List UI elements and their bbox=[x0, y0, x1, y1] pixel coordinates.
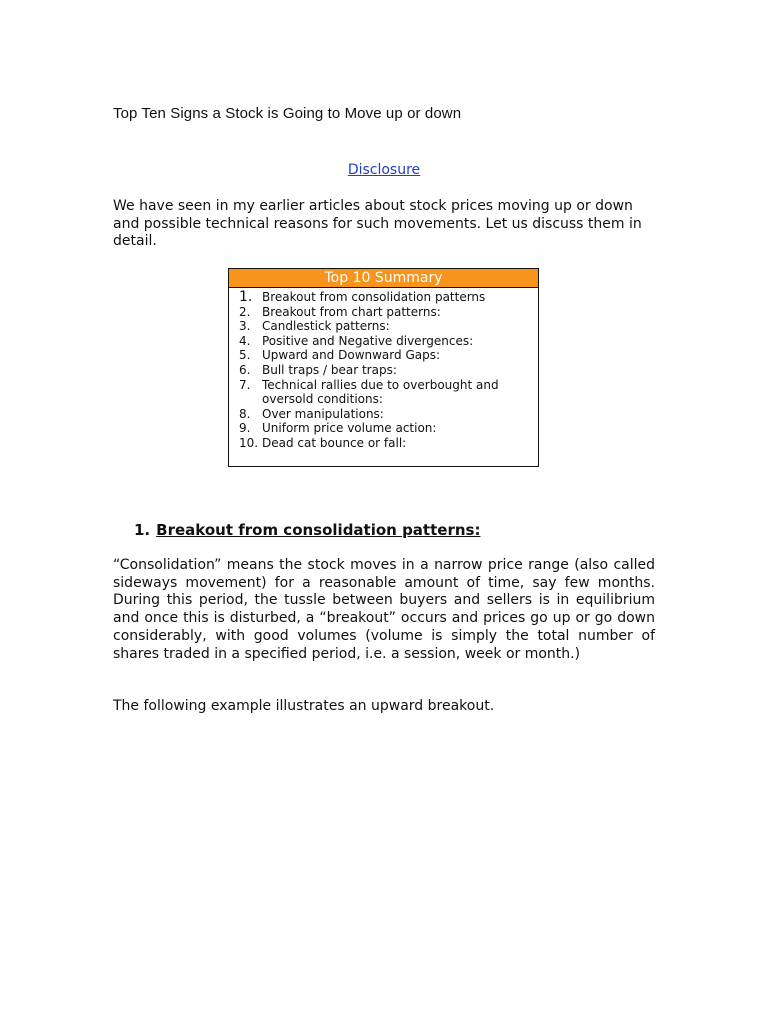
summary-item-text: Over manipulations: bbox=[262, 406, 384, 421]
disclosure-link-row bbox=[0, 162, 768, 178]
section-heading bbox=[134, 521, 480, 539]
consolidation-paragraph: “Consolidation” means the stock moves in a narrow price range (also called sideways movement) for a reasonable amount of time, say few months. During this period, the tussle between buyers and sellers is in equilibrium and once this is disturbed, a “breakout” occurs and prices go up or go down considerably, with good volumes (volume is simply the total number of shares traded in a specified period, i.e. a session, week or month.) bbox=[113, 557, 655, 662]
summary-header: Top 10 Summary bbox=[229, 269, 538, 288]
summary-item-number: 4. bbox=[239, 333, 251, 348]
summary-item-number: 10. bbox=[239, 435, 259, 450]
summary-item-number: 1. bbox=[239, 289, 253, 305]
summary-item-number: 2. bbox=[239, 304, 251, 319]
summary-item-number: 9. bbox=[239, 421, 251, 436]
summary-item-text: Upward and Downward Gaps: bbox=[262, 348, 441, 363]
summary-item bbox=[229, 436, 538, 451]
example-paragraph: The following example illustrates an upward breakout. bbox=[113, 698, 495, 714]
summary-item bbox=[229, 363, 538, 378]
summary-item-number: 8. bbox=[239, 406, 251, 421]
summary-item bbox=[229, 348, 538, 363]
summary-table bbox=[228, 268, 539, 467]
summary-list bbox=[229, 288, 538, 451]
summary-item-number: 7. bbox=[239, 377, 251, 392]
summary-item bbox=[229, 305, 538, 320]
summary-item bbox=[229, 334, 538, 349]
section-heading-text: Breakout from consolidation patterns: bbox=[156, 521, 481, 539]
summary-item-text: Uniform price volume action: bbox=[262, 421, 437, 436]
summary-item-number: 6. bbox=[239, 362, 251, 377]
summary-item-text: Dead cat bounce or fall: bbox=[262, 435, 407, 450]
summary-item-text: Positive and Negative divergences: bbox=[262, 333, 474, 348]
summary-item-number: 3. bbox=[239, 319, 251, 334]
summary-item-text: Breakout from consolidation patterns bbox=[262, 290, 486, 304]
summary-item-number: 5. bbox=[239, 348, 251, 363]
summary-item bbox=[229, 378, 538, 407]
disclosure-link[interactable]: Disclosure bbox=[347, 162, 421, 178]
page-title: Top Ten Signs a Stock is Going to Move up or down bbox=[113, 105, 462, 122]
summary-item-text: Bull traps / bear traps: bbox=[262, 362, 397, 377]
intro-paragraph: We have seen in my earlier articles about stock prices moving up or down and possible technical reasons for such movements. Let us discuss them in detail. bbox=[113, 198, 642, 250]
summary-item bbox=[229, 421, 538, 436]
section-number: 1. bbox=[134, 521, 151, 539]
summary-item-text: Breakout from chart patterns: bbox=[262, 304, 441, 319]
summary-item-text: Technical rallies due to overbought and oversold conditions: bbox=[262, 377, 499, 407]
summary-item bbox=[229, 407, 538, 422]
summary-item-text: Candlestick patterns: bbox=[262, 319, 390, 334]
summary-item bbox=[229, 319, 538, 334]
summary-item bbox=[229, 290, 538, 305]
